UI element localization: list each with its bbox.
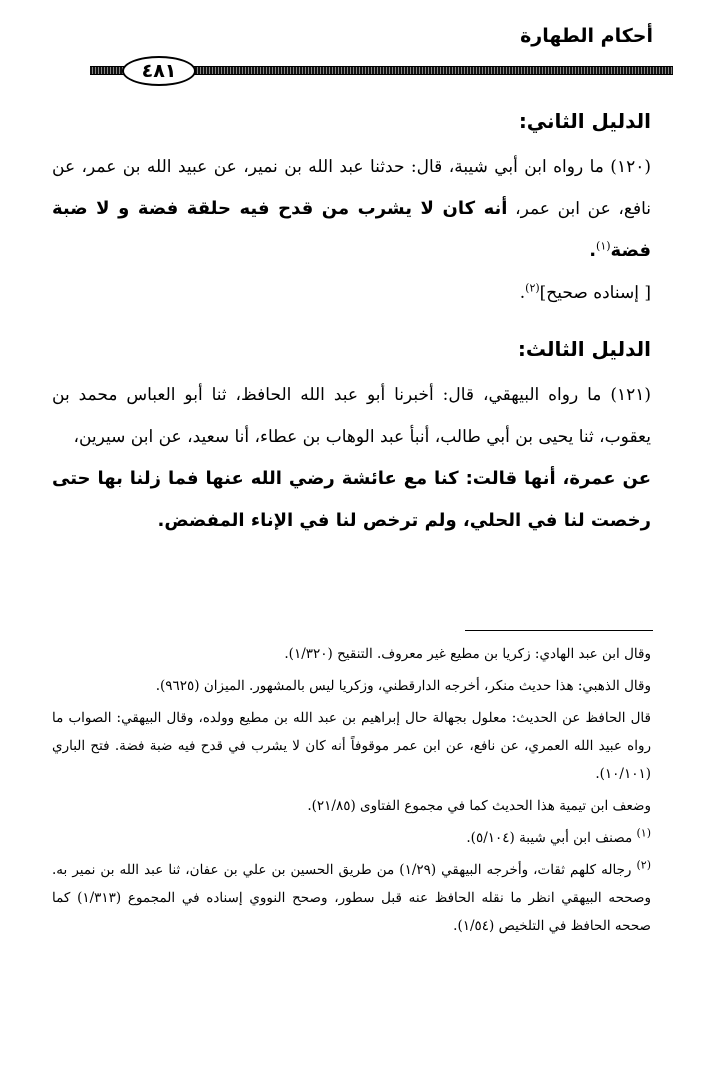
- hadith-121-chain: (١٢١) ما رواه البيهقي، قال: أخبرنا أبو عبد الله الحافظ، ثنا أبو العباس محمد بن يعقوب، ثنا يحيى بن أبي طالب، أنبأ عبد الوهاب بن عطاء، أنا سعيد، عن ابن سيرين،: [52, 385, 651, 447]
- footnote-ref-1[interactable]: (١): [596, 239, 611, 253]
- hadith-121: [52, 374, 651, 458]
- footnote-2-mark: (٢): [636, 858, 651, 872]
- hadith-120-grade-end: .: [519, 283, 526, 303]
- footnote-separator: [465, 630, 653, 631]
- hadith-120-chain: (١٢٠) ما رواه ابن أبي شيبة، قال: حدثنا عبد الله بن نمير، عن عبيد الله بن عمر، عن نافع، عن ابن عمر،: [52, 157, 651, 219]
- hadith-120-text: أنه كان لا يشرب من قدح فيه حلقة فضة و لا ضبة فضة: [52, 198, 651, 261]
- main-text: [52, 100, 651, 542]
- hadith-120-grade-text: [ إسناده صحيح]: [539, 283, 651, 303]
- running-title: أحكام الطهارة: [520, 25, 653, 47]
- footnote-1-mark: (١): [636, 826, 651, 840]
- footnote-2: [52, 856, 651, 940]
- hadith-120: [52, 146, 651, 272]
- footnote-2-text: رجاله كلهم ثقات، وأخرجه البيهقي (١/٢٩) من طريق الحسين بن علي بن عفان، ثنا عبد الله بن نمير به. وصححه البيهقي انظر ما نقله الحافظ عنه قبل سطور، وصحح النووي إسناده في المجموع (١/٣١٣) كما صححه الحافظ في التلخيص (١/٥٤).: [52, 862, 651, 934]
- section-heading-third-evidence: الدليل الثالث:: [517, 337, 651, 361]
- hadith-120-end: .: [589, 240, 597, 261]
- prev-note-line: قال الحافظ عن الحديث: معلول بجهالة حال إبراهيم بن عبد الله بن مطيع وولده، وقال البيهقي: الصواب ما رواه عبيد الله العمري، عن نافع، عن ابن عمر موقوفاً أنه كان لا يشرب في قدح فيه ضبة فضة. فتح الباري (١٠/١٠١).: [52, 710, 651, 782]
- spacer: [52, 314, 651, 328]
- hadith-120-grade: [52, 272, 651, 314]
- page-number: ٤٨١: [122, 56, 196, 86]
- section-heading-second-evidence: الدليل الثاني:: [518, 109, 651, 133]
- prev-note-line: وقال ابن عبد الهادي: زكريا بن مطيع غير معروف. التنقيح (١/٣٢٠).: [284, 646, 651, 662]
- prev-note-line: وضعف ابن تيمية هذا الحديث كما في مجموع الفتاوى (٢١/٨٥).: [307, 798, 651, 814]
- footnote-1: [52, 824, 651, 852]
- hadith-121-text: عن عمرة، أنها قالت: كنا مع عائشة رضي الله عنها فما زلنا بها حتى رخصت لنا في الحلي، ولم ترخص لنا في الإناء المفضض.: [52, 468, 651, 531]
- footnote-1-text: مصنف ابن أبي شيبة (٥/١٠٤).: [466, 830, 633, 846]
- footnotes: [52, 640, 651, 944]
- footnote-ref-2[interactable]: (٢): [525, 281, 540, 295]
- prev-note-line: وقال الذهبي: هذا حديث منكر، أخرجه الدارقطني، وزكريا ليس بالمشهور. الميزان (٩٦٢٥).: [155, 678, 651, 694]
